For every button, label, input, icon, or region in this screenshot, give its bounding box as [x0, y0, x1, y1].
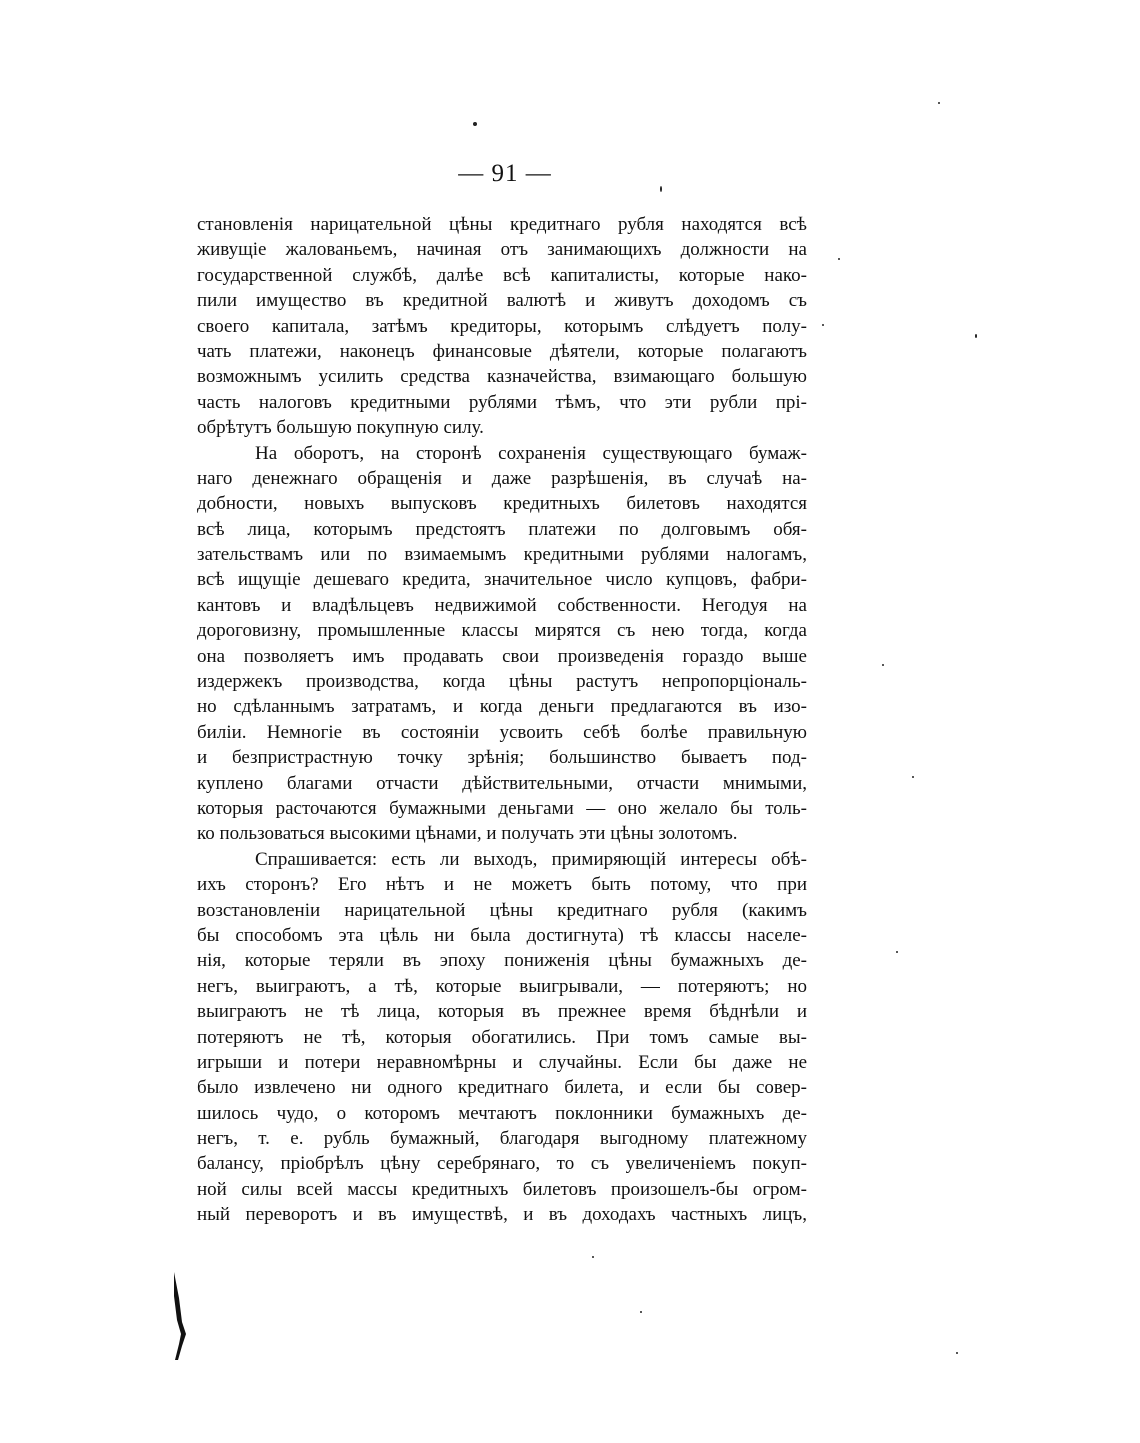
text-line: зательствамъ или по взимаемымъ кредитными рублями налогамъ,: [197, 544, 807, 566]
scan-speck: [640, 1311, 642, 1313]
body-text: [197, 212, 807, 1228]
scan-speck: [660, 186, 662, 192]
text-line: Спрашивается: есть ли выходъ, примиряющій интересы обѣ-: [255, 848, 807, 870]
scan-speck: [822, 324, 824, 326]
text-line: негъ, выиграютъ, а тѣ, которые выигрывали, — потеряютъ; но: [197, 975, 807, 997]
text-line: биліи. Немногіе въ состояніи усвоить себѣ болѣе правильную: [197, 721, 807, 743]
text-line: На оборотъ, на сторонѣ сохраненія существующаго бумаж-: [255, 442, 807, 464]
text-line: издержекъ производства, когда цѣны растутъ непропорціональ-: [197, 671, 807, 693]
text-line: но сдѣланнымъ затратамъ, и когда деньги предлагаются въ изо-: [197, 696, 807, 718]
text-line: было извлечено ни одного кредитнаго билета, и если бы совер-: [197, 1077, 807, 1099]
text-line: потеряютъ не тѣ, которыя обогатились. При томъ самые вы-: [197, 1026, 807, 1048]
text-line: ный переворотъ и въ имуществѣ, и въ доходахъ частныхъ лицъ,: [197, 1204, 807, 1226]
text-line: негъ, т. е. рубль бумажный, благодаря выгодному платежному: [197, 1128, 807, 1150]
scan-speck: [882, 664, 884, 666]
text-line: ной силы всей массы кредитныхъ билетовъ произошелъ-бы огром-: [197, 1178, 807, 1200]
text-line: дороговизну, промышленные классы мирятся съ нею тогда, когда: [197, 620, 807, 642]
scan-speck: [912, 776, 914, 778]
text-line: и безпристрастную точку зрѣнія; большинство бываетъ под-: [197, 747, 807, 769]
text-line: выиграютъ не тѣ лица, которыя въ прежнее время бѣднѣли и: [197, 1001, 807, 1023]
scan-speck: [838, 258, 840, 260]
text-line: всѣ лица, которымъ предстоятъ платежи по долговымъ обя-: [197, 518, 807, 540]
scan-speck: [592, 1256, 594, 1258]
paragraph-2: [197, 441, 807, 847]
paragraph-1: [197, 212, 807, 441]
text-line: возможнымъ усилить средства казначейства, взимающаго большую: [197, 366, 807, 388]
text-line: которыя расточаются бумажными деньгами — оно желало бы толь-: [197, 797, 807, 819]
text-line: обрѣтутъ большую покупную силу.: [197, 417, 484, 439]
text-line: государственной службѣ, далѣе всѣ капиталисты, которые нако-: [197, 264, 807, 286]
text-line: игрыши и потери неравномѣрны и случайны. Если бы даже не: [197, 1051, 807, 1073]
scan-speck: [938, 102, 940, 104]
text-line: она позволяетъ имъ продавать свои произведенія гораздо выше: [197, 645, 807, 667]
text-line: пили имущество въ кредитной валютѣ и живутъ доходомъ съ: [197, 290, 807, 312]
scan-speck: [975, 334, 977, 338]
paragraph-3: [197, 847, 807, 1228]
text-line: чать платежи, наконецъ финансовые дѣятели, которые полагаютъ: [197, 340, 807, 362]
text-line: добности, новыхъ выпусковъ кредитныхъ билетовъ находятся: [197, 493, 807, 515]
scan-speck: [473, 122, 477, 126]
scan-speck: [896, 951, 898, 953]
text-line: бы способомъ эта цѣль ни была достигнута) тѣ классы населе-: [197, 924, 807, 946]
text-line: нія, которые теряли въ эпоху пониженія цѣны бумажныхъ де-: [197, 950, 807, 972]
text-line: всѣ ищущіе дешеваго кредита, значительное число купцовъ, фабри-: [197, 569, 807, 591]
margin-scan-mark: [170, 1270, 196, 1362]
text-line: своего капитала, затѣмъ кредиторы, которымъ слѣдуетъ полу-: [197, 315, 807, 337]
text-line: шилось чудо, о которомъ мечтаютъ поклонники бумажныхъ де-: [197, 1102, 807, 1124]
text-line: становленія нарицательной цѣны кредитнаго рубля находятся всѣ: [197, 214, 807, 235]
text-line: живущіе жалованьемъ, начиная отъ занимающихъ должности на: [197, 239, 807, 261]
text-line: возстановленіи нарицательной цѣны кредитнаго рубля (какимъ: [197, 899, 807, 921]
text-line: кантовъ и владѣльцевъ недвижимой собственности. Негодуя на: [197, 594, 807, 616]
text-line: ко пользоваться высокими цѣнами, и получать эти цѣны золотомъ.: [197, 823, 738, 845]
text-line: балансу, пріобрѣлъ цѣну серебрянаго, то съ увеличеніемъ покуп-: [197, 1153, 807, 1175]
text-line: куплено благами отчасти дѣйствительными, отчасти мнимыми,: [197, 772, 807, 794]
text-line: часть налоговъ кредитными рублями тѣмъ, что эти рубли прі-: [197, 391, 807, 413]
text-line: ихъ сторонъ? Его нѣтъ и не можетъ быть потому, что при: [197, 874, 807, 896]
scan-speck: [956, 1352, 958, 1354]
page-number: — 91 —: [458, 160, 552, 187]
text-line: наго денежнаго обращенія и даже разрѣшенія, въ случаѣ на-: [197, 467, 807, 489]
